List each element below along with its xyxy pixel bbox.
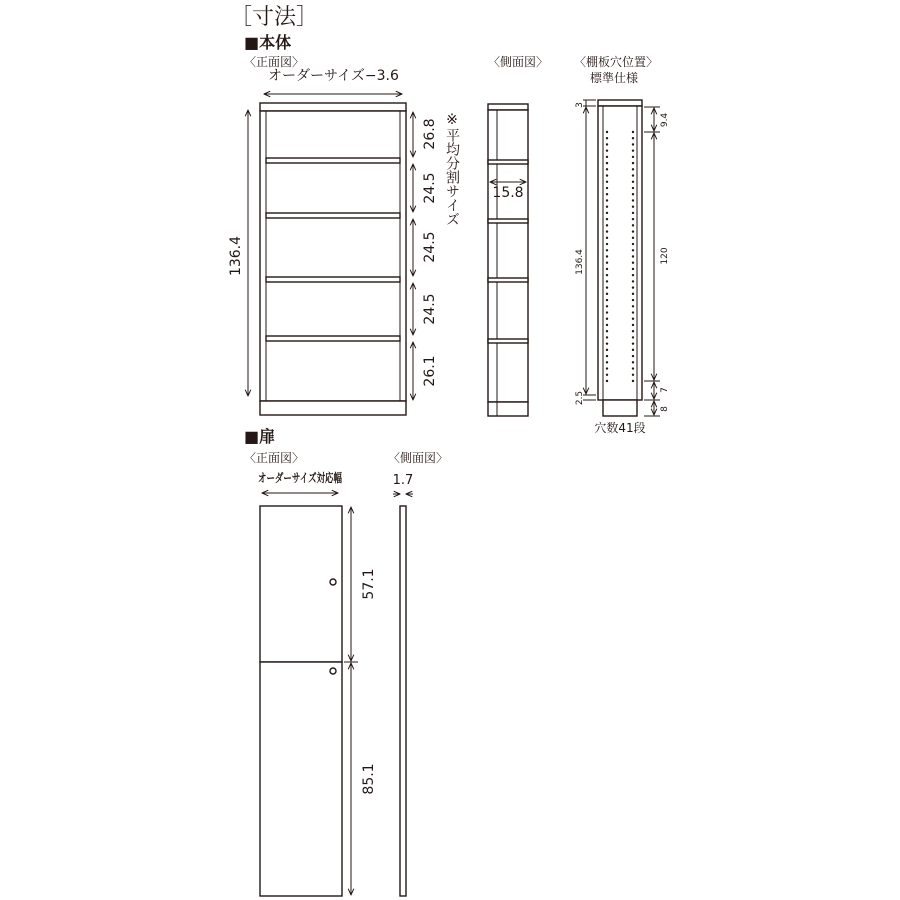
shelf-hole [606,187,608,189]
shelf-hole [606,212,608,214]
shelf-hole [606,249,608,251]
body-height-label: 136.4 [228,235,244,277]
upper-door [260,506,342,662]
shelf-hole [606,280,608,282]
hole-left-bottom-label: 2.5 [575,390,585,406]
shelf-hole [632,156,634,158]
hole-right-top-label: 9.4 [660,112,670,128]
shelf-hole [606,230,608,232]
side-shelf-4 [488,339,528,343]
shelf-hole [632,330,634,332]
hole-left-height-label: 136.4 [575,249,585,275]
shelf-hole [632,131,634,133]
hole-plinth [603,400,637,416]
shelf-hole [632,262,634,264]
shelf-hole [606,342,608,344]
hole-right-base-label: 8 [660,406,670,412]
shelf-label-3: 24.5 [422,231,438,263]
hole-subcaption: 標準仕様 [589,71,639,85]
shelf-hole [606,218,608,220]
door-side-caption: 〈側面図〉 [388,451,449,465]
shelf-label-4: 24.5 [422,293,438,325]
shelf-hole [632,293,634,295]
shelf-hole [632,336,634,338]
shelf-hole [606,380,608,382]
shelf-hole [632,249,634,251]
shelf-hole [606,361,608,363]
shelf-label-1: 26.8 [422,118,438,150]
shelf-board-4 [266,336,400,341]
shelf-hole [606,181,608,183]
body-front-view [228,55,460,415]
shelf-hole [632,181,634,183]
shelf-hole [632,193,634,195]
hole-left-top-label: 3 [575,102,585,108]
shelf-hole [606,262,608,264]
shelf-hole [606,268,608,270]
shelf-hole [606,311,608,313]
shelf-hole [632,318,634,320]
shelf-hole [632,149,634,151]
shelf-hole [632,212,634,214]
body-section-label: ■本体 [244,33,292,52]
shelf-hole [632,280,634,282]
shelf-hole [606,206,608,208]
hole-right-span-label: 120 [660,247,670,265]
shelf-hole [632,137,634,139]
side-shelf-1 [488,160,528,164]
shelf-hole [632,324,634,326]
shelf-hole [632,355,634,357]
shelf-hole [632,206,634,208]
side-shelf-3 [488,278,528,282]
shelf-hole [632,162,634,164]
side-plinth [488,402,528,416]
hole-count-label: 穴数41段 [594,421,646,435]
door-section-label: ■扉 [244,427,276,446]
body-front-caption: 〈正面図〉 [244,55,305,69]
shelf-hole [606,243,608,245]
shelf-hole [632,230,634,232]
upper-door-knob [330,579,336,585]
shelf-board-1 [266,158,400,163]
body-frame [260,111,406,401]
shelf-hole [606,255,608,257]
shelf-hole [632,305,634,307]
door-front-view [244,451,377,896]
average-division-note: ※平均分割サイズ [444,112,460,226]
door-thickness-label: 1.7 [392,473,414,488]
shelf-hole [632,380,634,382]
body-side-view [488,55,548,416]
shelf-hole [632,243,634,245]
shelf-dimensions [413,112,438,400]
shelf-hole [606,367,608,369]
shelf-hole [632,367,634,369]
shelf-hole [606,286,608,288]
shelf-hole [632,349,634,351]
shelf-hole [606,274,608,276]
shelf-hole [606,149,608,151]
shelf-hole [632,255,634,257]
shelf-hole [606,293,608,295]
shelf-hole [606,349,608,351]
body-front-width-label: オーダーサイズ−3.6 [268,68,399,84]
door-front-caption: 〈正面図〉 [244,451,305,465]
hole-panel [598,106,642,400]
shelf-label-5: 26.1 [422,355,438,387]
shelf-hole [632,342,634,344]
shelf-label-2: 24.5 [422,172,438,204]
shelf-hole [632,174,634,176]
shelf-hole [632,374,634,376]
shelf-hole [606,143,608,145]
shelf-hole [606,131,608,133]
page-title: ［寸法］ [230,5,319,30]
side-panel [488,110,528,402]
shelf-hole [632,199,634,201]
shelf-hole [606,318,608,320]
shelf-hole [606,374,608,376]
hole-top-board [598,100,642,106]
shelf-hole [632,237,634,239]
door-side-panel [400,506,406,896]
door-width-label: オーダーサイズ対応幅 [258,471,378,485]
shelf-hole [606,324,608,326]
shelf-hole [606,237,608,239]
shelf-hole [632,286,634,288]
shelf-hole [632,268,634,270]
body-plinth [260,401,406,415]
shelf-hole [632,311,634,313]
shelf-hole [606,305,608,307]
shelf-hole [632,361,634,363]
shelf-hole-view [574,54,670,435]
shelf-hole [606,137,608,139]
shelf-hole [606,299,608,301]
upper-door-height-label: 57.1 [361,568,377,600]
shelf-hole [606,224,608,226]
hole-caption: 〈棚板穴位置〉 [574,55,659,69]
lower-door-knob [330,668,336,674]
side-shelf-2 [488,219,528,223]
shelf-hole [606,199,608,201]
hole-right-low-label: 7 [660,387,670,393]
shelf-hole [632,218,634,220]
shelf-hole [632,274,634,276]
shelf-hole [606,168,608,170]
shelf-hole [606,156,608,158]
shelf-hole [606,193,608,195]
shelf-hole [606,336,608,338]
shelf-board-3 [266,277,400,282]
side-depth-label: 15.8 [492,185,524,201]
shelf-hole [632,224,634,226]
shelf-hole [632,187,634,189]
shelf-hole [606,330,608,332]
shelf-hole [606,355,608,357]
shelf-hole [606,174,608,176]
shelf-hole [632,143,634,145]
side-top [488,104,528,110]
shelf-board-2 [266,213,400,218]
body-top-board [260,103,406,111]
shelf-hole [632,299,634,301]
lower-door-height-label: 85.1 [361,763,377,795]
lower-door [260,662,342,896]
shelf-hole [606,162,608,164]
shelf-hole [632,168,634,170]
door-side-view [388,451,448,896]
body-side-caption: 〈側面図〉 [488,55,549,69]
